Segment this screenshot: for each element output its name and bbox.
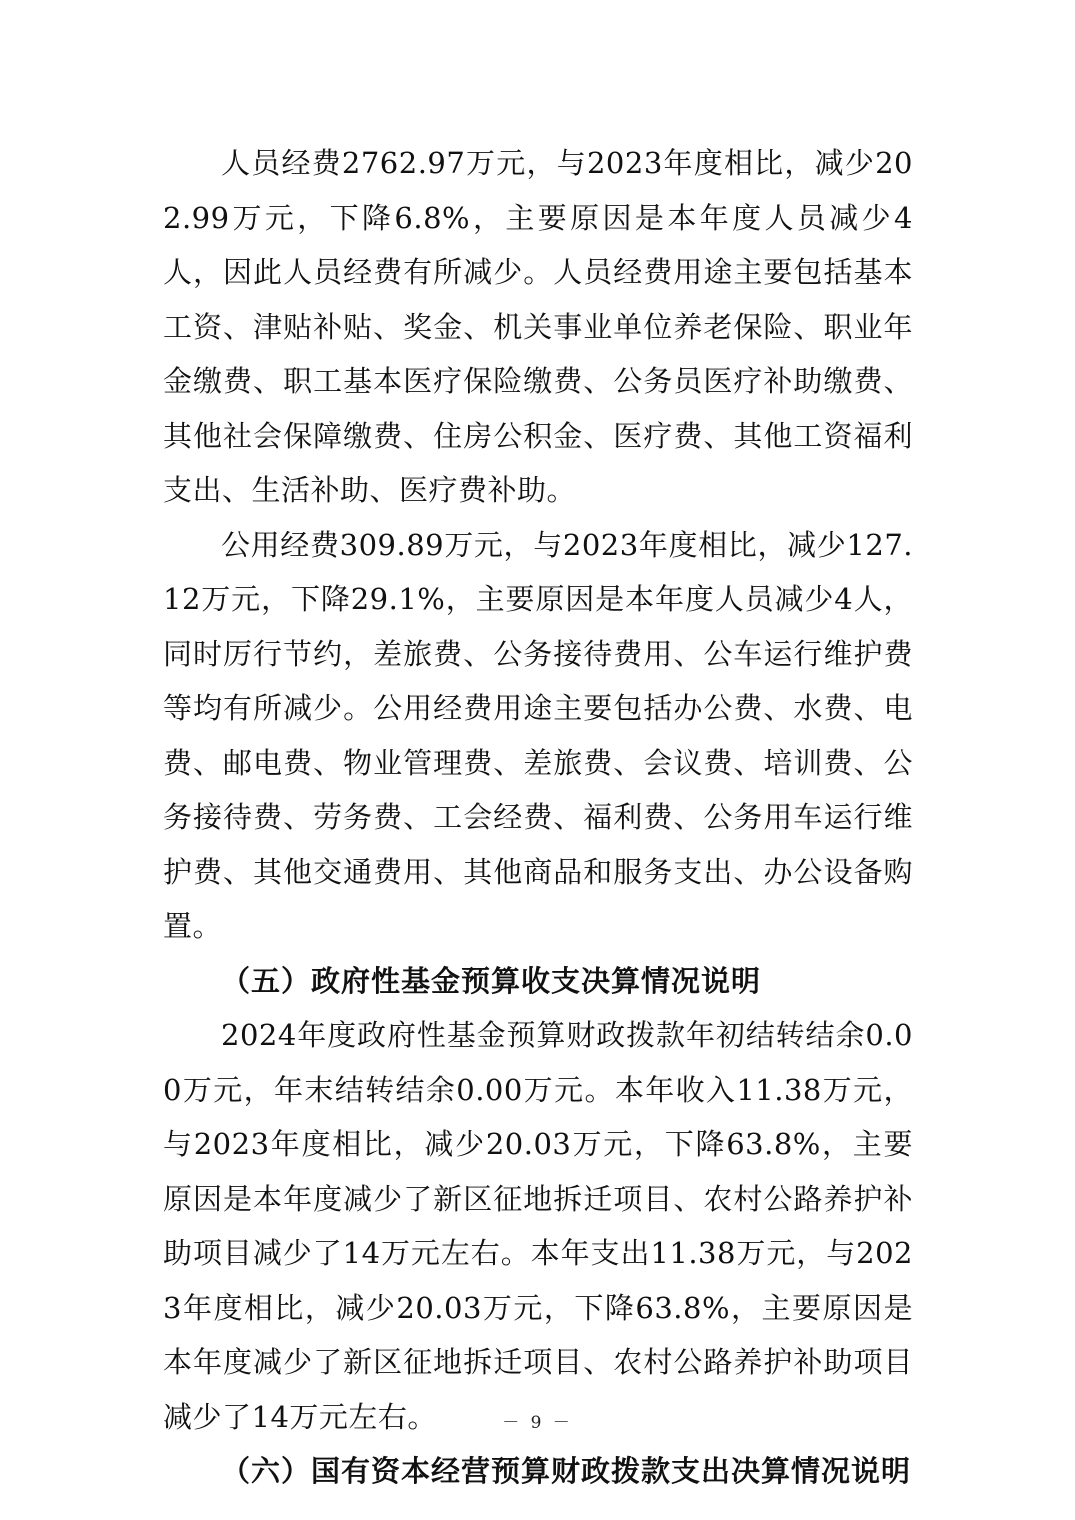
document-body	[163, 136, 913, 1499]
page-number: － 9 －	[502, 1413, 573, 1433]
section-heading-government-fund: （五）政府性基金预算收支决算情况说明	[221, 963, 762, 998]
section-heading-state-capital: （六）国有资本经营预算财政拨款支出决算情况说明	[221, 1454, 912, 1488]
paragraph-personnel-expenses: 人员经费2762.97万元，与2023年度相比，减少202.99万元，下降6.8%，主要原因是本年度人员减少4人，因此人员经费有所减少。人员经费用途主要包括基本工资、津贴补贴、奖金、机关事业单位养老保险、职业年金缴费、职工基本医疗保险缴费、公务员医疗补助缴费、其他社会保障缴费、住房公积金、医疗费、其他工资福利支出、生活补助、医疗费补助。	[163, 146, 913, 507]
paragraph-public-expenses: 公用经费309.89万元，与2023年度相比，减少127.12万元，下降29.1%，主要原因是本年度人员减少4人，同时厉行节约，差旅费、公务接待费用、公车运行维护费等均有所减少。公用经费用途主要包括办公费、水费、电费、邮电费、物业管理费、差旅费、会议费、培训费、公务接待费、劳务费、工会经费、福利费、公务用车运行维护费、其他交通费用、其他商品和服务支出、办公设备购置。	[163, 527, 913, 943]
paragraph-government-fund: 2024年度政府性基金预算财政拨款年初结转结余0.00万元，年末结转结余0.00万元。本年收入11.38万元，与2023年度相比，减少20.03万元，下降63.8%，主要原因是本年度减少了新区征地拆迁项目、农村公路养护补助项目减少了14万元左右。本年支出11.38万元，与2023年度相比，减少20.03万元，下降63.8%，主要原因是本年度减少了新区征地拆迁项目、农村公路养护补助项目减少了14万元左右。	[163, 1018, 913, 1434]
